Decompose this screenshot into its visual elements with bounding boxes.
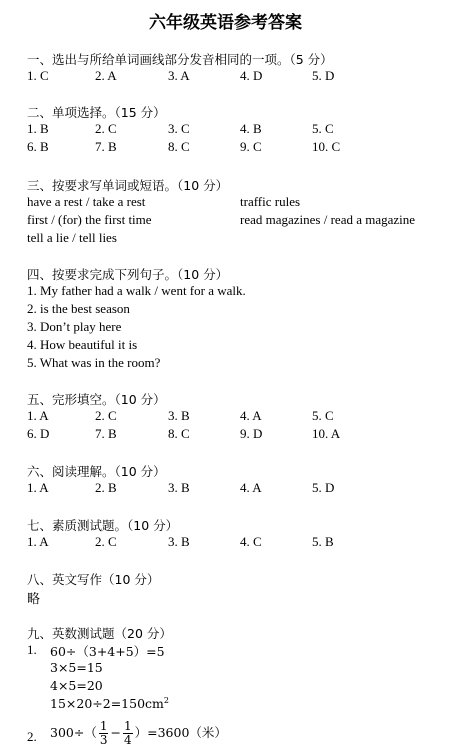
- section-4-heading: 四、按要求完成下列句子。（10 分）: [27, 267, 229, 282]
- fraction-numerator: 1: [99, 719, 108, 733]
- section-1-heading: 一、选出与所给单词画线部分发音相同的一项。（5 分）: [27, 52, 333, 67]
- answer-item: 3. B: [168, 408, 190, 423]
- answer-line: 5. What was in the room?: [27, 355, 161, 370]
- unit-exponent: 2: [163, 696, 169, 705]
- section-2-answers-row: [27, 139, 447, 157]
- answer-item: 1. B: [27, 121, 49, 136]
- answer-item: 4. A: [240, 480, 262, 495]
- answer-item: 3. B: [168, 480, 190, 495]
- math-expression: 15×20÷2=150cm: [50, 696, 164, 712]
- section-7-answers-row: [27, 534, 447, 552]
- math-line: 3×5=15: [50, 660, 103, 675]
- minus-sign: −: [110, 725, 121, 740]
- fraction-denominator: 4: [123, 733, 132, 747]
- math-line: [50, 696, 169, 711]
- answer-line: 3. Don’t play here: [27, 319, 122, 334]
- section-5-heading: 五、完形填空。（10 分）: [27, 392, 166, 407]
- answer-item: 2. C: [95, 408, 117, 423]
- answer-item: 7. B: [95, 426, 117, 441]
- answer-omitted: 略: [27, 592, 41, 607]
- answer-item: 1. A: [27, 408, 49, 423]
- answer-item: 6. D: [27, 426, 50, 441]
- answer-item: 1. A: [27, 480, 49, 495]
- fraction: [99, 720, 109, 747]
- answer-item: 2. C: [95, 121, 117, 136]
- answer-line: first / (for) the first time: [27, 212, 152, 227]
- math-line: 60÷（3+4+5）=5: [50, 644, 165, 659]
- answer-item: 4. C: [240, 534, 262, 549]
- answer-item: 5. C: [312, 121, 334, 136]
- answer-item: 3. B: [168, 534, 190, 549]
- answer-line: tell a lie / tell lies: [27, 230, 117, 245]
- answer-item: 2. A: [95, 68, 117, 83]
- answer-item: 8. C: [168, 426, 190, 441]
- answer-line: read magazines / read a magazine: [240, 212, 416, 227]
- answer-line: 2. is the best season: [27, 301, 130, 316]
- page-title: 六年级英语参考答案: [149, 13, 302, 33]
- answer-item: 3. A: [168, 68, 190, 83]
- answer-item: 4. B: [240, 121, 262, 136]
- answer-item: 5. C: [312, 408, 334, 423]
- answer-item: 9. D: [240, 426, 263, 441]
- answer-item: 3. C: [168, 121, 190, 136]
- answer-line: have a rest / take a rest: [27, 194, 146, 209]
- answer-item: 10. A: [312, 426, 341, 441]
- answer-item: 7. B: [95, 139, 117, 154]
- math-expression: 300÷（: [50, 725, 97, 740]
- fraction-numerator: 1: [123, 719, 132, 733]
- section-9-heading: 九、英数测试题（20 分）: [27, 626, 172, 641]
- answer-item: 4. D: [240, 68, 263, 83]
- answer-line: traffic rules: [240, 194, 301, 209]
- answer-item: 5. B: [312, 534, 334, 549]
- fraction-denominator: 3: [99, 733, 108, 747]
- answer-item: 5. D: [312, 68, 335, 83]
- math-line: 4×5=20: [50, 678, 103, 693]
- answer-line: 4. How beautiful it is: [27, 337, 138, 352]
- answer-item: 2. B: [95, 480, 117, 495]
- answer-item: 9. C: [240, 139, 262, 154]
- section-5-answers-row: [27, 426, 447, 444]
- section-6-heading: 六、阅读理解。（10 分）: [27, 464, 166, 479]
- section-2-heading: 二、单项选择。（15 分）: [27, 105, 166, 120]
- answer-item: 2. C: [95, 534, 117, 549]
- math-expression: ）=3600（米）: [134, 725, 227, 740]
- section-2-answers-row: [27, 121, 447, 139]
- section-6-answers-row: [27, 480, 447, 498]
- answer-item: 10. C: [312, 139, 341, 154]
- answer-item: 1. A: [27, 534, 49, 549]
- section-5-answers-row: [27, 408, 447, 426]
- answer-item: 1. C: [27, 68, 49, 83]
- answer-item: 5. D: [312, 480, 335, 495]
- section-7-heading: 七、素质测试题。（10 分）: [27, 518, 179, 533]
- question-number: 2.: [27, 729, 37, 744]
- answer-line: 1. My father had a walk / went for a walk.: [27, 283, 246, 298]
- section-1-answers-row: [27, 68, 447, 86]
- math-line: [50, 720, 227, 747]
- section-8-heading: 八、英文写作（10 分）: [27, 572, 160, 587]
- answer-item: 8. C: [168, 139, 190, 154]
- question-number: 1.: [27, 642, 37, 657]
- section-3-heading: 三、按要求写单词或短语。（10 分）: [27, 178, 229, 193]
- fraction: [123, 720, 133, 747]
- answer-item: 6. B: [27, 139, 49, 154]
- answer-item: 4. A: [240, 408, 262, 423]
